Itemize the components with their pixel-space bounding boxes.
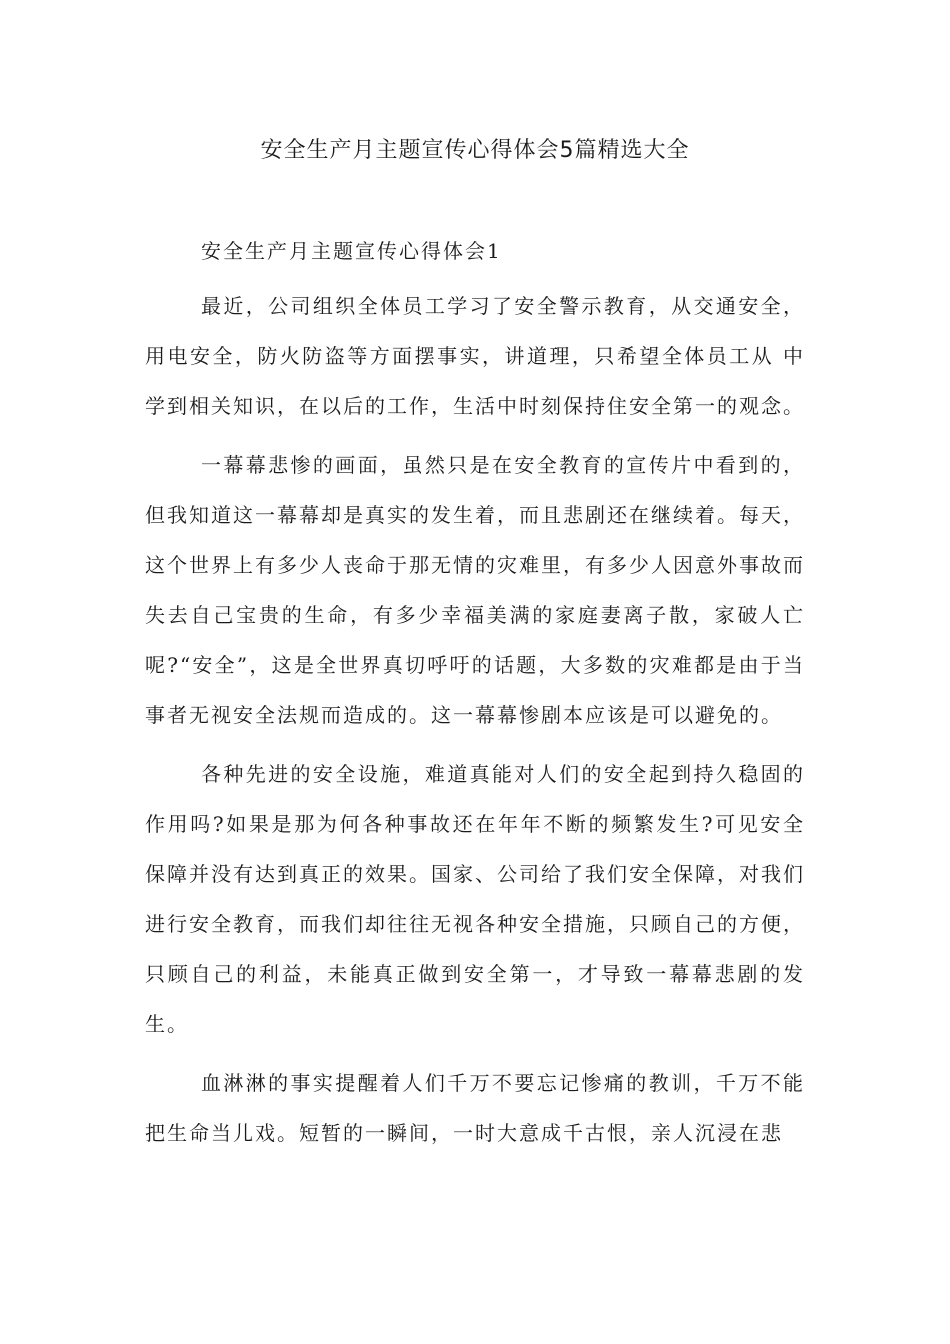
section-heading: 安全生产月主题宣传心得体会1 bbox=[201, 239, 502, 263]
paragraph: 血淋淋的事实提醒着人们千万不要忘记惨痛的教训，千万不能把生命当儿戏。短暂的一瞬间，一时大意成千古恨，亲人沉浸在悲 bbox=[145, 1071, 805, 1145]
paragraph: 各种先进的安全设施，难道真能对人们的安全起到持久稳固的作用吗?如果是那为何各种事故还在年年不断的频繁发生?可见安全保障并没有达到真正的效果。国家、公司给了我们安全保障，对我们进行安全教育，而我们却往往无视各种安全措施，只顾自己的方便，只顾自己的利益，未能真正做到安全第一，才导致一幕幕悲剧的发生。 bbox=[145, 762, 805, 1036]
paragraph: 一幕幕悲惨的画面，虽然只是在安全教育的宣传片中看到的，但我知道这一幕幕却是真实的发生着，而且悲剧还在继续着。每天，这个世界上有多少人丧命于那无情的灾难里，有多少人因意外事故而失去自己宝贵的生命，有多少幸福美满的家庭妻离子散，家破人亡呢?“安全”，这是全世界真切呼吁的话题，大多数的灾难都是由于当事者无视安全法规而造成的。这一幕幕惨剧本应该是可以避免的。 bbox=[145, 453, 805, 727]
paragraph: 最近，公司组织全体员工学习了安全警示教育，从交通安全，用电安全，防火防盗等方面摆事实，讲道理，只希望全体员工从 中学到相关知识，在以后的工作，生活中时刻保持住安全第一的观念。 bbox=[145, 294, 805, 418]
document-title: 安全生产月主题宣传心得体会5篇精选大全 bbox=[260, 138, 690, 163]
document-body bbox=[145, 281, 805, 1167]
